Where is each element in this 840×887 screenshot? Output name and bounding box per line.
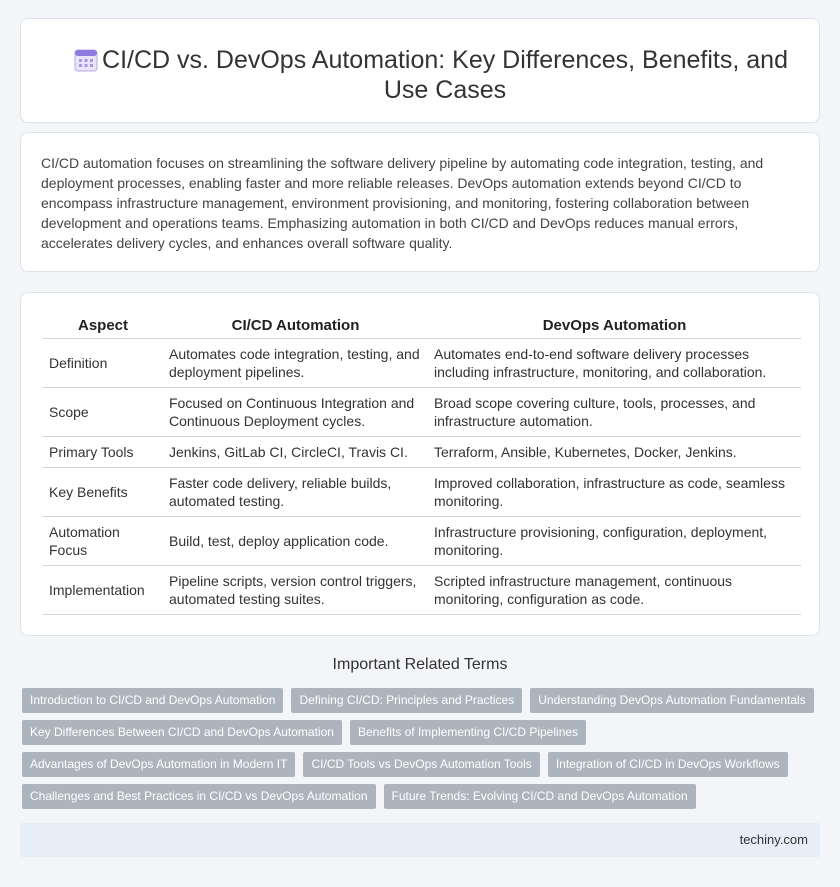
column-header-aspect: Aspect (43, 311, 163, 339)
cell-cicd: Focused on Continuous Integration and Continuous Deployment cycles. (163, 388, 428, 437)
cell-devops: Broad scope covering culture, tools, processes, and infrastructure automation. (428, 388, 801, 437)
page-title: CI/CD vs. DevOps Automation: Key Differences, Benefits, and Use Cases (102, 46, 788, 104)
tag-row (22, 720, 822, 752)
cell-cicd: Build, test, deploy application code. (163, 517, 428, 566)
table-row (43, 468, 801, 517)
related-term-tag[interactable]: Challenges and Best Practices in CI/CD vs DevOps Automation (22, 784, 376, 809)
comparison-table (43, 311, 801, 615)
cell-cicd: Automates code integration, testing, and deployment pipelines. (163, 339, 428, 388)
cell-aspect: Definition (43, 339, 163, 388)
cell-cicd: Jenkins, GitLab CI, CircleCI, Travis CI. (163, 437, 428, 468)
related-term-tag[interactable]: Advantages of DevOps Automation in Modern IT (22, 752, 295, 777)
cell-aspect: Primary Tools (43, 437, 163, 468)
tag-row (22, 688, 822, 720)
comparison-table-card (20, 292, 820, 636)
cell-cicd: Faster code delivery, reliable builds, automated testing. (163, 468, 428, 517)
related-terms-tags (22, 688, 822, 816)
intro-card (20, 132, 820, 272)
related-term-tag[interactable]: Understanding DevOps Automation Fundamentals (530, 688, 814, 713)
table-row (43, 388, 801, 437)
table-row (43, 437, 801, 468)
table-row (43, 566, 801, 615)
tag-row (22, 784, 822, 816)
column-header-devops: DevOps Automation (428, 311, 801, 339)
cell-aspect: Key Benefits (43, 468, 163, 517)
cell-devops: Scripted infrastructure management, continuous monitoring, configuration as code. (428, 566, 801, 615)
cell-devops: Terraform, Ansible, Kubernetes, Docker, Jenkins. (428, 437, 801, 468)
cell-aspect: Implementation (43, 566, 163, 615)
cell-aspect: Scope (43, 388, 163, 437)
related-terms-title: Important Related Terms (332, 656, 508, 673)
intro-text: CI/CD automation focuses on streamlining the software delivery pipeline by automating code integration, testing, and deployment processes, enabling faster and more reliable releases. DevOps automation extends beyond CI/CD to encompass infrastructure management, environment provisioning, and monitoring, fostering collaboration between development and operations teams. Emphasizing automation in both CI/CD and DevOps reduces manual errors, accelerates delivery cycles, and enhances overall software quality. (41, 155, 764, 251)
related-term-tag[interactable]: CI/CD Tools vs DevOps Automation Tools (303, 752, 539, 777)
related-term-tag[interactable]: Future Trends: Evolving CI/CD and DevOps Automation (384, 784, 696, 809)
table-row (43, 339, 801, 388)
related-term-tag[interactable]: Defining CI/CD: Principles and Practices (291, 688, 522, 713)
cell-devops: Improved collaboration, infrastructure as code, seamless monitoring. (428, 468, 801, 517)
header-card (20, 18, 820, 123)
related-term-tag[interactable]: Key Differences Between CI/CD and DevOps Automation (22, 720, 342, 745)
cell-devops: Automates end-to-end software delivery processes including infrastructure, monitoring, and collaboration. (428, 339, 801, 388)
footer-site-link[interactable]: techiny.com (739, 832, 808, 847)
related-term-tag[interactable]: Introduction to CI/CD and DevOps Automation (22, 688, 283, 713)
tag-row (22, 752, 822, 784)
column-header-cicd: CI/CD Automation (163, 311, 428, 339)
footer (20, 823, 820, 857)
table-row (43, 517, 801, 566)
related-term-tag[interactable]: Benefits of Implementing CI/CD Pipelines (350, 720, 586, 745)
related-term-tag[interactable]: Integration of CI/CD in DevOps Workflows (548, 752, 788, 777)
cell-devops: Infrastructure provisioning, configuration, deployment, monitoring. (428, 517, 801, 566)
cell-cicd: Pipeline scripts, version control triggers, automated testing suites. (163, 566, 428, 615)
cell-aspect: Automation Focus (43, 517, 163, 566)
